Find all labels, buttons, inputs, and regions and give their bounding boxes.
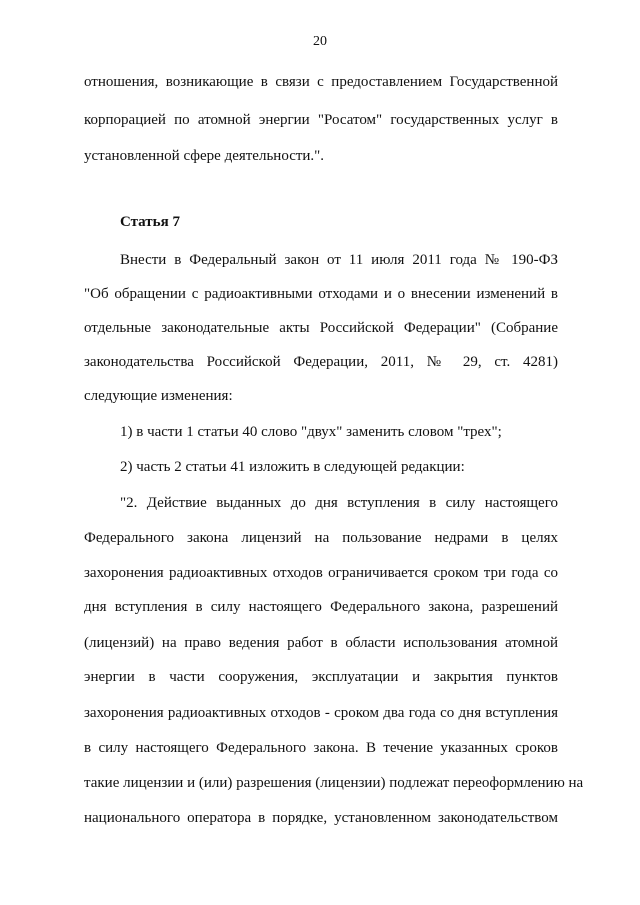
- text-line: энергии в части сооружения, эксплуатации и закрытия пунктов: [84, 669, 558, 685]
- text-line: такие лицензии и (или) разрешения (лицензии) подлежат переоформлению на: [84, 775, 584, 791]
- text-line: отношения, возникающие в связи с предоставлением Государственной: [84, 74, 558, 90]
- text-line: национального оператора в порядке, установленном законодательством: [84, 810, 558, 826]
- text-line: следующие изменения:: [84, 388, 233, 404]
- text-line: захоронения радиоактивных отходов ограничивается сроком три года со: [84, 565, 558, 581]
- article-heading: Статья 7: [120, 214, 180, 230]
- page-number: 20: [313, 34, 327, 49]
- list-item: 2) часть 2 статьи 41 изложить в следующей редакции:: [120, 459, 465, 475]
- text-line: Внести в Федеральный закон от 11 июля 2011 года № 190-ФЗ: [120, 252, 558, 268]
- text-line: законодательства Российской Федерации, 2011, № 29, ст. 4281): [84, 354, 558, 370]
- text-line: корпорацией по атомной энергии "Росатом" государственных услуг в: [84, 112, 558, 128]
- text-line: дня вступления в силу настоящего Федерального закона, разрешений: [84, 599, 558, 615]
- text-line: захоронения радиоактивных отходов - сроком два года со дня вступления: [84, 705, 558, 721]
- text-line: отдельные законодательные акты Российской Федерации" (Собрание: [84, 320, 558, 336]
- text-line: "2. Действие выданных до дня вступления в силу настоящего: [120, 495, 558, 511]
- text-line: установленной сфере деятельности.".: [84, 148, 325, 164]
- text-line: "Об обращении с радиоактивными отходами и о внесении изменений в: [84, 286, 558, 302]
- text-line: в силу настоящего Федерального закона. В течение указанных сроков: [84, 740, 558, 756]
- text-line: (лицензий) на право ведения работ в области использования атомной: [84, 635, 558, 651]
- text-line: Федерального закона лицензий на пользование недрами в целях: [84, 530, 558, 546]
- list-item: 1) в части 1 статьи 40 слово "двух" заменить словом "трех";: [120, 424, 502, 440]
